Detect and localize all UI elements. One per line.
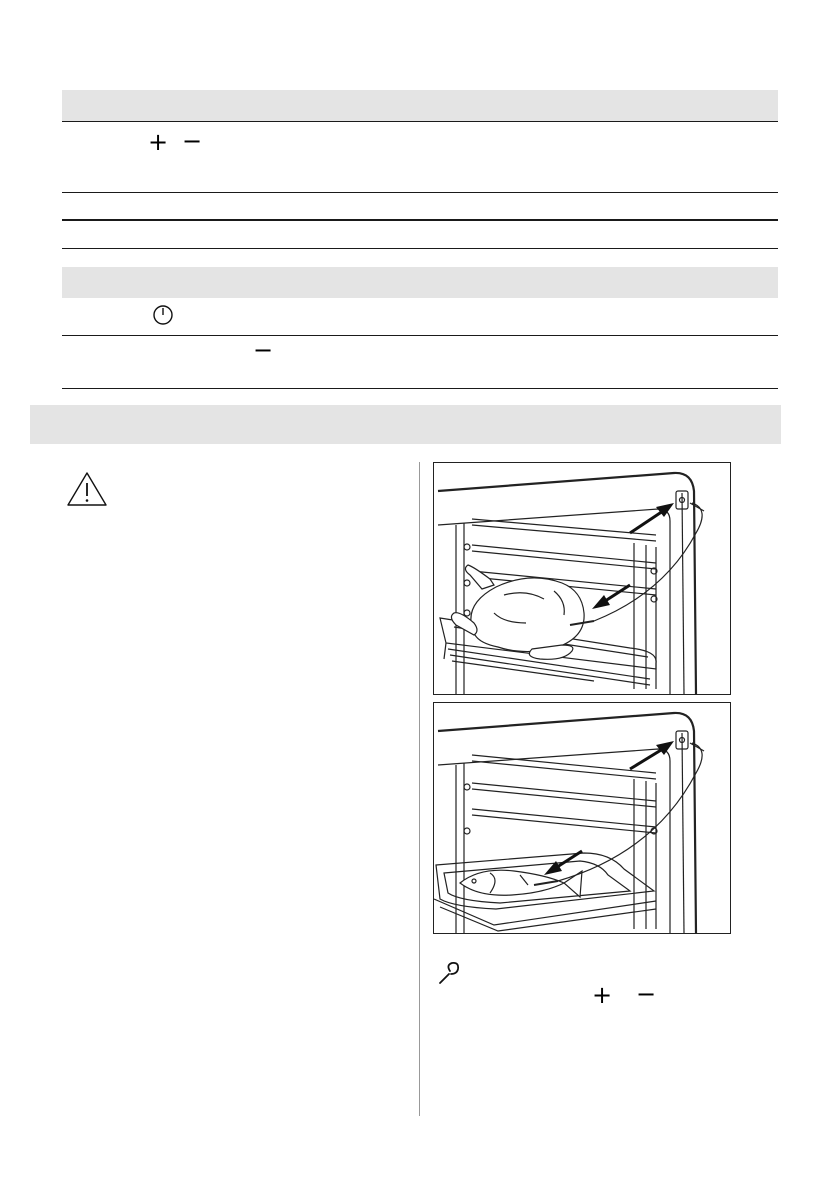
table2-row-2 bbox=[62, 336, 778, 388]
oven-probe-fish-illustration bbox=[433, 702, 731, 934]
table1-row-1 bbox=[62, 122, 778, 192]
probe-note-icon bbox=[436, 961, 462, 985]
minus-icon: − bbox=[253, 336, 274, 364]
table1-row-divider bbox=[62, 192, 778, 193]
section-heading-band bbox=[30, 405, 781, 444]
plus-icon: + bbox=[148, 128, 169, 156]
plus-icon: + bbox=[592, 981, 613, 1009]
table2-bottom-rule bbox=[62, 388, 778, 389]
minus-icon: − bbox=[636, 980, 657, 1008]
clock-icon bbox=[152, 304, 174, 326]
warning-triangle-icon bbox=[66, 471, 108, 507]
table1-bottom-rule bbox=[62, 248, 778, 249]
table2-row-1 bbox=[62, 298, 778, 335]
oven-probe-chicken-illustration bbox=[433, 462, 731, 695]
minus-icon: − bbox=[182, 127, 203, 155]
table1-header-band bbox=[62, 90, 778, 121]
column-divider bbox=[419, 462, 420, 1116]
table2-header-band bbox=[62, 267, 778, 298]
table1-row-divider-bold bbox=[62, 219, 778, 221]
